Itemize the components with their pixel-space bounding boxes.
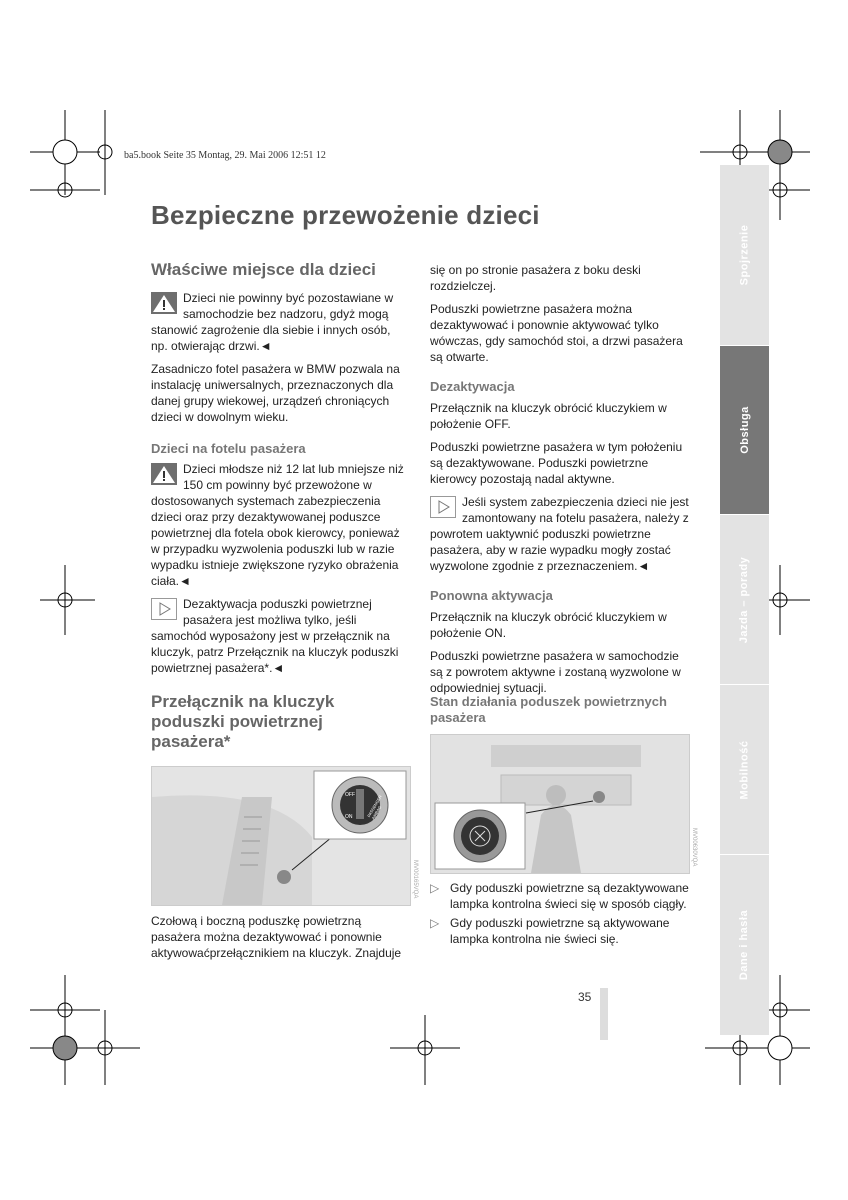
switch-off-label: OFF [345,792,355,798]
paragraph: Zasadniczo fotel pasażera w BMW pozwala na instalację uniwersalnych, przeznaczonych dla danej grupy wiekowej, urządzeń chroniących dzieci w dowolnym wieku. [151,362,400,424]
subsection-heading: Dezaktywacja [430,379,515,394]
paragraph: Poduszki powietrzne pasażera w tym położeniu są dezaktywowane. Poduszki powietrzne kierowcy pozostają nadal aktywne. [430,440,683,486]
list-item-text: Gdy poduszki powietrzne są aktywowane lampka kontrolna nie świeci się. [450,916,670,946]
paragraph: Poduszki powietrzne pasażera w samochodzie są z powrotem aktywne i zostaną wyzwolone w odpowiedniej sytuacji. [430,649,681,695]
image-code: MV00165VQA [412,860,418,899]
bullet-list [430,880,692,947]
note-text: Dezaktywacja poduszki powietrznej pasażera jest możliwa tylko, jeśli samochód wyposażony jest w przełącznik na kluczyk, patrz Przełącznik na kluczyk poduszki powietrznej pasażera*.◄ [151,597,399,675]
bullet-arrow-icon: ▷ [430,916,440,930]
page-number: 35 [578,990,592,1004]
warning-text: Dzieci młodsze niż 12 lat lub mniejsze niż 150 cm powinny być przewożone w dostosowanych systemach zabezpieczenia dzieci oraz przy dezaktywowanej poduszce powietrznej dla fotela obok kierowcy, ponieważ w przypadku wyzwolenia poduszki lub w razie wypadku istnieje zwiększone ryzyko obrażenia ciała.◄ [151,462,404,588]
image-code: MV00630VQA [691,828,697,867]
paragraph: Poduszki powietrzne pasażera można dezaktywować i ponownie aktywować tylko wówczas, gdy samochód stoi, a drzwi pasażera są otwarte. [430,302,683,364]
list-item-text: Gdy poduszki powietrzne są dezaktywowane lampka kontrolna świeci się w sposób ciągły. [450,881,689,911]
paragraph: się on po stronie pasażera z boku deski rozdzielczej. [430,263,641,293]
tab-spojrzenie[interactable] [720,165,769,345]
left-column [151,260,407,683]
warning-text: Dzieci nie powinny być pozostawiane w samochodzie bez nadzoru, gdyż mogą stanowić zagrożenie dla siebie i innych osób, np. otwierając drzwi.◄ [151,291,394,353]
tab-obsluga[interactable] [720,346,769,514]
bullet-arrow-icon: ▷ [430,881,440,895]
subsection-heading: Stan działania poduszek powietrznych pasażera [430,694,667,725]
warning-icon [151,463,177,485]
page-title: Bezpieczne przewożenie dzieci [151,200,540,230]
switch-label-overlay [313,772,405,840]
list-item [430,880,692,912]
print-header: ba5.book Seite 35 Montag, 29. Mai 2006 12:51 12 [124,150,326,161]
section-heading: Przełącznik na kluczyk poduszki powietrznej pasażera* [151,692,335,751]
paragraph: Przełącznik na kluczyk obrócić kluczykiem w położenie OFF. [430,401,667,431]
tab-dane-i-hasla[interactable] [720,855,769,1035]
tab-jazda-porady[interactable] [720,515,769,684]
subsection-heading: Ponowna aktywacja [430,588,553,603]
paragraph: Przełącznik na kluczyk obrócić kluczykiem w położenie ON. [430,610,667,640]
tab-mobilnosc[interactable] [720,685,769,854]
warning-block [151,290,407,425]
note-text: Jeśli system zabezpieczenia dzieci nie jest zamontowany na fotelu pasażera, należy z powrotem uaktywnić poduszki powietrzne pasażera, aby w razie wypadku mogły zostać wyzwolone zgodnie z przeznaczeniem.◄ [430,495,689,573]
indicator-lamp-photo [430,734,690,874]
note-icon [151,598,177,620]
tab-label: Spojrzenie [738,224,751,286]
tab-label: Dane i hasła [738,909,751,981]
tab-label: Mobilność [738,740,751,799]
paragraph: Czołową i boczną poduszkę powietrzną pasażera można dezaktywować i ponownie aktywowaćprzełącznikiem na kluczyk. Znajduje [151,914,402,960]
warning-icon [151,292,177,314]
note-icon [430,496,456,518]
page-number-bar [600,988,608,1040]
switch-on-label: ON [345,814,353,820]
tab-label: Jazda – porady [738,556,751,643]
subsection-heading: Dzieci na fotelu pasażera [151,441,306,456]
section-heading: Właściwe miejsce dla dzieci [151,260,376,279]
right-column [430,262,692,703]
switch-brand-label: PASSENGER AIRBAG [366,794,383,821]
list-item [430,915,692,947]
tab-label: Obsługa [738,406,751,454]
